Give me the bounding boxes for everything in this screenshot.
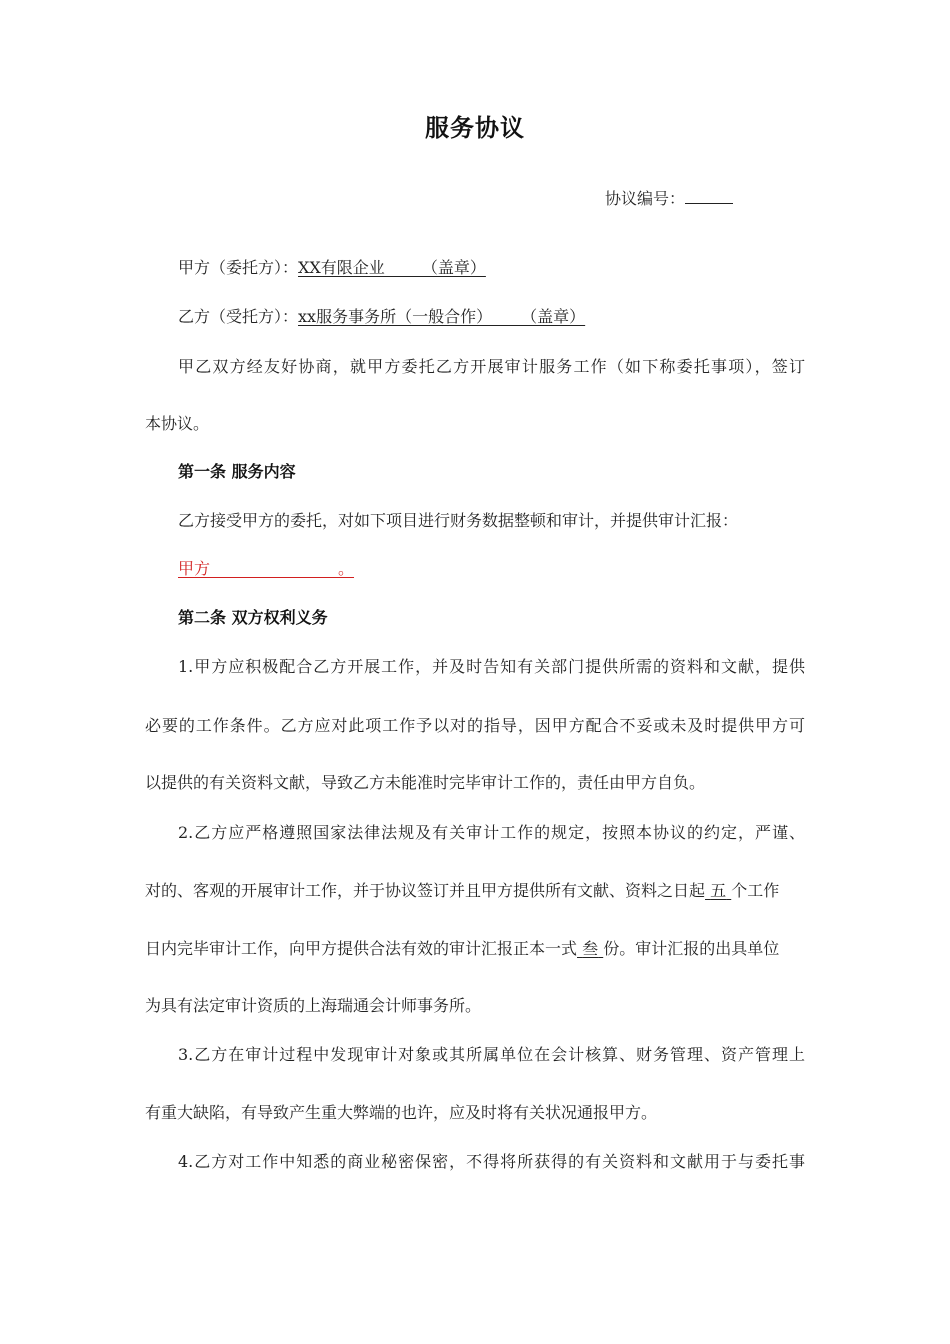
party-a-value: XX有限企业 （盖章） (298, 258, 486, 277)
agreement-number-blank (685, 189, 733, 204)
intro-line-1: 甲乙双方经友好协商，就甲方委托乙方开展审计服务工作（如下称委托事项），签订 (178, 357, 805, 376)
agreement-number-label: 协议编号： (605, 189, 686, 208)
party-b-label: 乙方（受托方）： (178, 307, 299, 326)
article1-red-item: 甲方 。 (178, 559, 355, 578)
article2-p2-line-2-after: 个工作 (731, 881, 780, 900)
article2-p1-line-2: 必要的工作条件。乙方应对此项工作予以对的指导，因甲方配合不妥或未及时提供甲方可 (145, 716, 805, 735)
party-b-line (178, 307, 585, 327)
party-a-label: 甲方（委托方）： (178, 258, 299, 277)
intro-line-2: 本协议。 (145, 414, 210, 433)
article2-p2-line-3-before: 日内完毕审计工作，向甲方提供合法有效的审计汇报正本一式 (145, 939, 578, 958)
article2-heading: 第二条 双方权利义务 (178, 608, 328, 627)
agreement-number (605, 186, 733, 209)
document-title: 服务协议 (425, 113, 525, 142)
article2-p2-line-2 (145, 881, 779, 901)
article1-heading: 第一条 服务内容 (178, 462, 296, 481)
article2-p2-line-2-before: 对的、客观的开展审计工作，并于协议签订并且甲方提供所有文献、资料之日起 (145, 881, 706, 900)
party-b-value: xx服务事务所（一般合作） （盖章） (298, 307, 586, 326)
article2-p1-line-1: 1.甲方应积极配合乙方开展工作，并及时告知有关部门提供所需的资料和文献，提供 (178, 657, 805, 676)
service-days-value (705, 881, 731, 900)
article2-p4-line-1: 4.乙方对工作中知悉的商业秘密保密，不得将所获得的有关资料和文献用于与委托事 (178, 1152, 805, 1171)
party-a-line (178, 258, 486, 278)
article2-p2-line-4: 为具有法定审计资质的上海瑞通会计师事务所。 (145, 996, 482, 1015)
service-days-text: 五 (710, 881, 727, 900)
article2-p1-line-3: 以提供的有关资料文献，导致乙方未能准时完毕审计工作的，责任由甲方自负。 (145, 773, 706, 792)
report-copies-value (577, 939, 603, 958)
article2-p3-line-1: 3.乙方在审计过程中发现审计对象或其所属单位在会计核算、财务管理、资产管理上 (178, 1045, 805, 1064)
article2-p3-line-2: 有重大缺陷，有导致产生重大弊端的也许，应及时将有关状况通报甲方。 (145, 1103, 658, 1122)
article2-p2-line-3 (145, 939, 779, 959)
report-copies-text: 叁 (582, 939, 599, 958)
article1-text: 乙方接受甲方的委托，对如下项目进行财务数据整顿和审计，并提供审计汇报： (178, 511, 739, 530)
article2-p2-line-3-after: 份。审计汇报的出具单位 (603, 939, 780, 958)
article2-p2-line-1: 2.乙方应严格遵照国家法律法规及有关审计工作的规定，按照本协议的约定，严谨、 (178, 823, 805, 842)
